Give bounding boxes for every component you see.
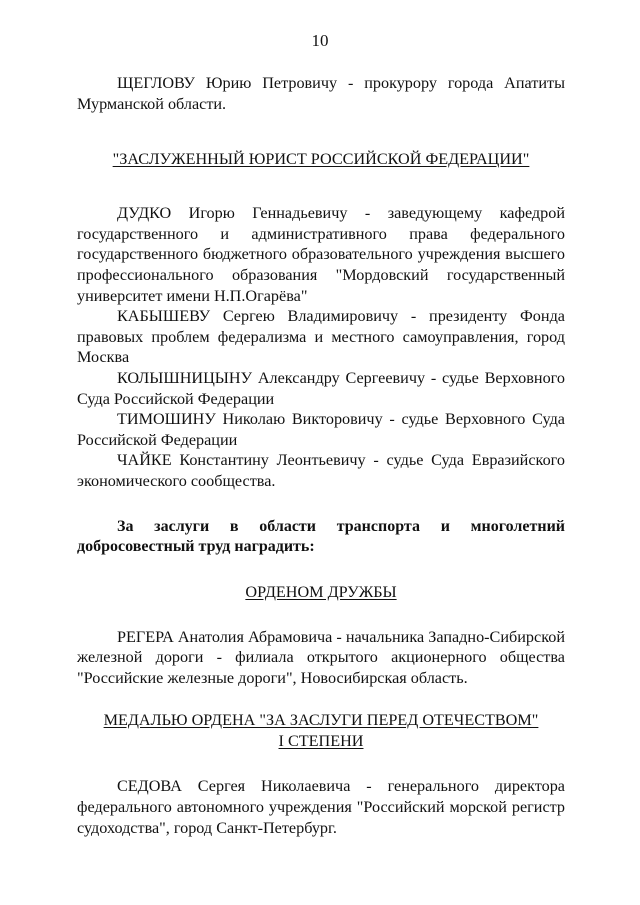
- document-body: [77, 73, 565, 838]
- entry-dudko: ДУДКО Игорю Геннадьевичу - заведующему кафедрой государственного и административного права федерального государственного бюджетного образовательного учреждения высшего профессионального образования "Мордовский государственный университет имени Н.П.Огарёва": [77, 204, 565, 305]
- page-number: 10: [311, 31, 329, 50]
- entry-kabyshev: КАБЫШЕВУ Сергею Владимировичу - президенту Фонда правовых проблем федерализма и местного самоуправления, город Москва: [77, 307, 565, 367]
- entry-sedov: СЕДОВА Сергея Николаевича - генерального директора федерального автономного учреждения "Российский морской регистр судоходства", город Санкт-Петербург.: [77, 777, 565, 837]
- heading-line: МЕДАЛЬЮ ОРДЕНА "ЗА ЗАСЛУГИ ПЕРЕД ОТЕЧЕСТВОМ": [103, 711, 539, 730]
- entry-reger: РЕГЕРА Анатолия Абрамовича - начальника Западно-Сибирской железной дороги - филиала открытого акционерного общества "Российские железные дороги", Новосибирская область.: [77, 627, 565, 687]
- award-statement: За заслуги в области транспорта и многолетний добросовестный труд наградить:: [77, 517, 565, 556]
- heading-line: I СТЕПЕНИ: [278, 732, 364, 751]
- award-heading-medal-order-merit: [77, 710, 565, 752]
- entry-kolyshnitsyn: КОЛЫШНИЦЫНУ Александру Сергеевичу - судье Верховного Суда Российской Федерации: [77, 368, 565, 408]
- section-heading-honored-lawyer: [77, 149, 565, 170]
- entry-shcheglov: ЩЕГЛОВУ Юрию Петровичу - прокурору города Апатиты Мурманской области.: [77, 74, 565, 113]
- heading-line: ОРДЕНОМ ДРУЖБЫ: [245, 582, 397, 601]
- award-heading-order-of-friendship: [77, 582, 565, 603]
- entry-chaika: ЧАЙКЕ Константину Леонтьевичу - судье Суда Евразийского экономического сообщества.: [77, 451, 565, 490]
- heading-line: "ЗАСЛУЖЕННЫЙ ЮРИСТ РОССИЙСКОЙ ФЕДЕРАЦИИ": [112, 150, 530, 169]
- entry-timoshin: ТИМОШИНУ Николаю Викторовичу - судье Верховного Суда Российской Федерации: [77, 410, 565, 449]
